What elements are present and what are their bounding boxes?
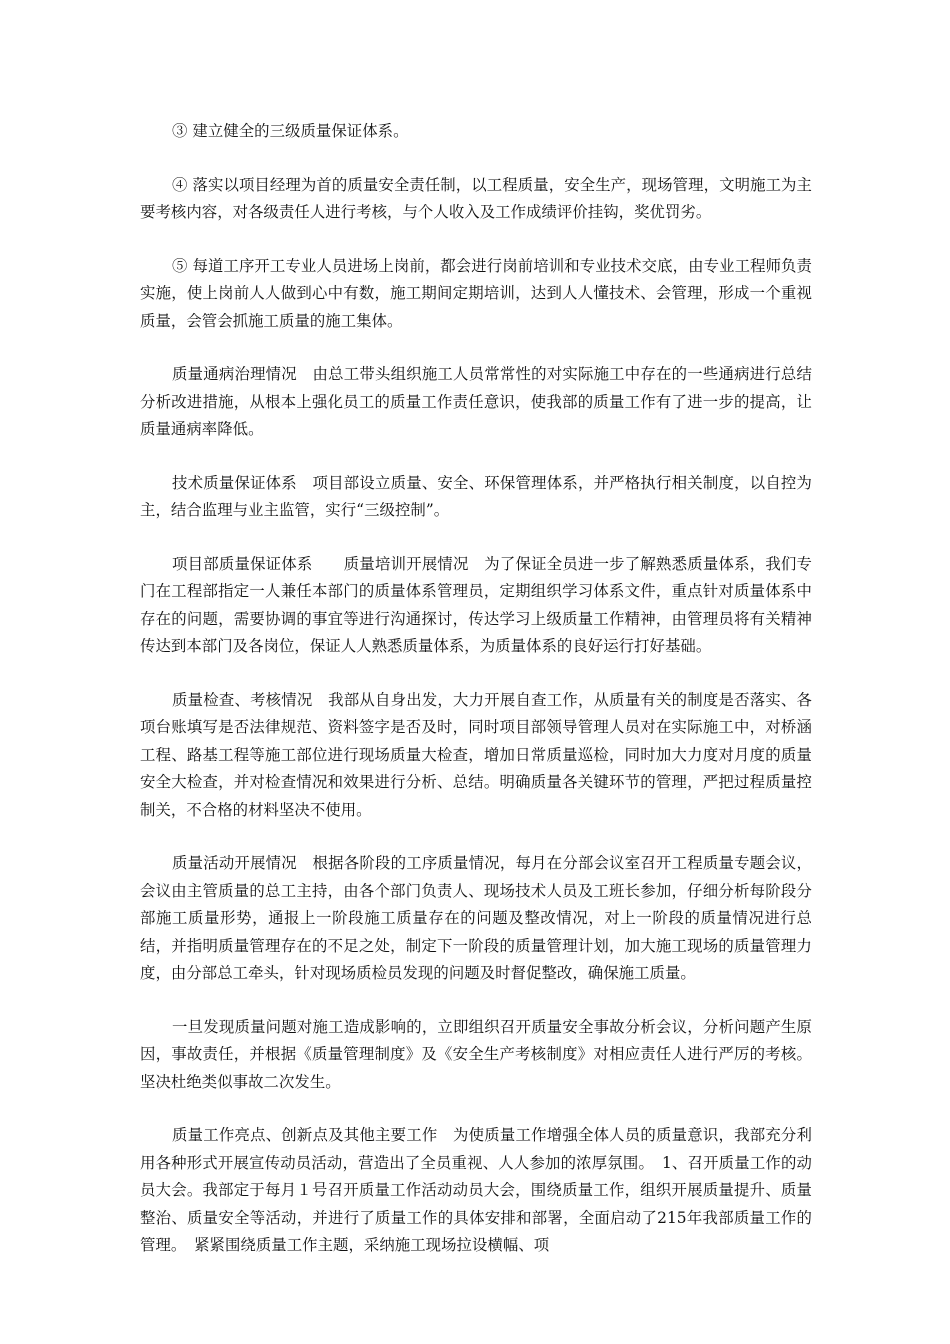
paragraph-accident-handling: 一旦发现质量问题对施工造成影响的，立即组织召开质量安全事故分析会议，分析问题产生原因，事故责任，并根据《质量管理制度》及《安全生产考核制度》对相应责任人进行严厉的考核。坚决杜绝类似事故二次发生。 — [140, 1017, 812, 1091]
paragraph-quality-inspection: 质量检查、考核情况 我部从自身出发，大力开展自查工作，从质量有关的制度是否落实、各项台账填写是否法律规范、资料签字是否及时，同时项目部领导管理人员对在实际施工中，对桥涵工程、路基工程等施工部位进行现场质量大检查，增加日常质量巡检，同时加大力度对月度的质量安全大检查，并对检查情况和效果进行分析、总结。明确质量各关键环节的管理，严把过程质量控制关，不合格的材料坚决不使用。 — [140, 690, 812, 819]
paragraph-common-defect-control: 质量通病治理情况 由总工带头组织施工人员常常性的对实际施工中存在的一些通病进行总结分析改进措施，从根本上强化员工的质量工作责任意识，使我部的质量工作有了进一步的提高，让质量通病率降低。 — [140, 365, 812, 438]
paragraph-pre-job-training: ⑤ 每道工序开工专业人员进场上岗前，都会进行岗前培训和专业技术交底，由专业工程师负责实施，使上岗前人人做到心中有数，施工期间定期培训，达到人人懂技术、会管理，形成一个重视质量，会管会抓施工质量的施工集体。 — [140, 256, 812, 330]
paragraph-technical-quality-system: 技术质量保证体系 项目部设立质量、安全、环保管理体系，并严格执行相关制度，以自控为主，结合监理与业主监管，实行“三级控制”。 — [140, 473, 812, 519]
paragraph-quality-activities: 质量活动开展情况 根据各阶段的工序质量情况，每月在分部会议室召开工程质量专题会议，会议由主管质量的总工主持，由各个部门负责人、现场技术人员及工班长参加，仔细分析每阶段分部施工质量形势，通报上一阶段施工质量存在的问题及整改情况，对上一阶段的质量情况进行总结，并指明质量管理存在的不足之处，制定下一阶段的质量管理计划，加大施工现场的质量管理力度，由分部总工牵头，针对现场质检员发现的问题及时督促整改，确保施工质量。 — [140, 854, 812, 982]
document-body — [140, 118, 812, 1286]
paragraph-responsibility-system: ④ 落实以项目经理为首的质量安全责任制，以工程质量，安全生产，现场管理，文明施工为主要考核内容，对各级责任人进行考核，与个人收入及工作成绩评价挂钩，奖优罚劣。 — [140, 175, 812, 221]
paragraph-quality-system: ③ 建立健全的三级质量保证体系。 — [172, 122, 409, 140]
paragraph-quality-training: 项目部质量保证体系 质量培训开展情况 为了保证全员进一步了解熟悉质量体系，我们专门在工程部指定一人兼任本部门的质量体系管理员，定期组织学习体系文件，重点针对质量体系中存在的问题，需要协调的事宜等进行沟通探讨，传达学习上级质量工作精神，由管理员将有关精神传达到本部门及各岗位，保证人人熟悉质量体系，为质量体系的良好运行打好基础。 — [140, 554, 812, 655]
paragraph-highlights: 质量工作亮点、创新点及其他主要工作 为使质量工作增强全体人员的质量意识，我部充分利用各种形式开展宣传动员活动，营造出了全员重视、人人参加的浓厚氛围。 1、召开质量工作的动员大会。我部定于每月１号召开质量工作活动动员大会，围绕质量工作，组织开展质量提升、质量整治、质量安全等活动，并进行了质量工作的具体安排和部署，全面启动了215年我部质量工作的管理。 紧紧围绕质量工作主题，采纳施工现场拉设横幅、项 — [140, 1126, 812, 1254]
